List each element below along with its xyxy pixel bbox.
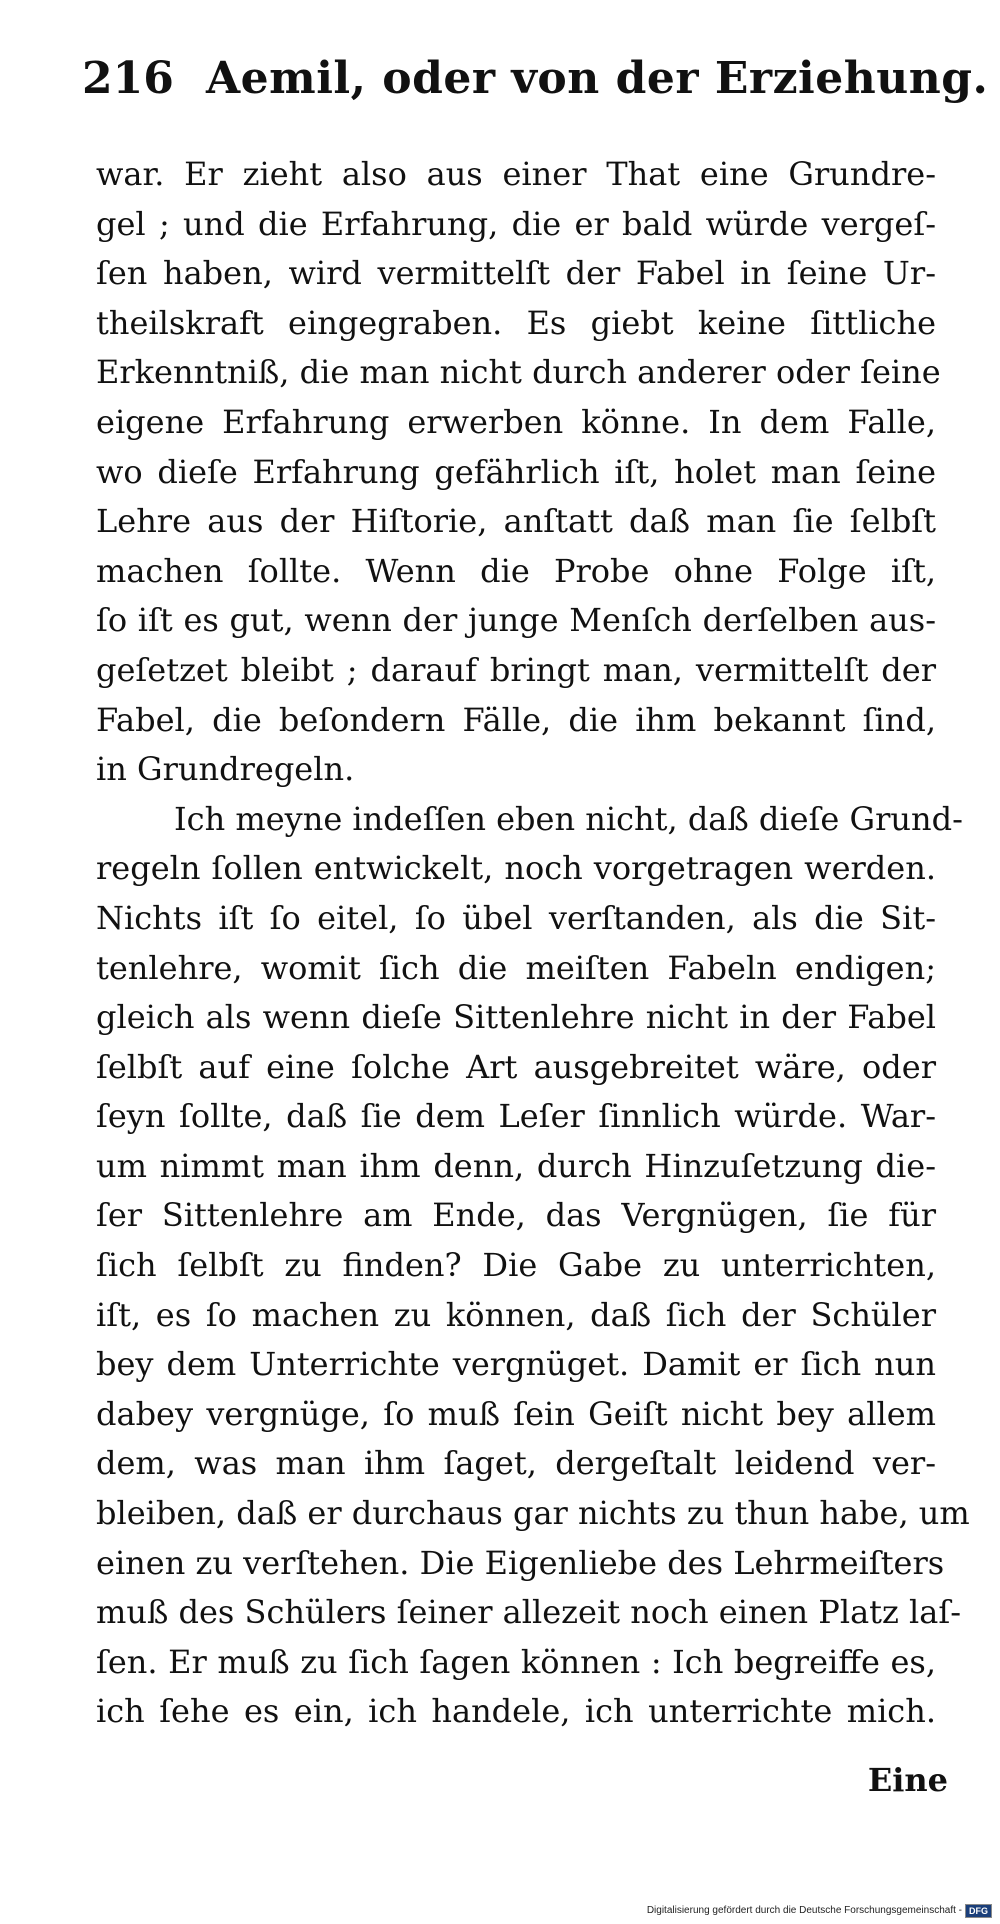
- text-line: einen zu verſtehen. Die Eigenliebe des Lehrmeiſters: [96, 1543, 945, 1582]
- text-line: Lehre aus der Hiſtorie, anſtatt daß man ſie ſelbſt: [96, 502, 936, 541]
- text-line: wo dieſe Erfahrung gefährlich iſt, holet man ſeine: [96, 452, 936, 491]
- text-line: iſt, es ſo machen zu können, daß ſich der Schüler: [96, 1295, 936, 1334]
- text-line: gel ; und die Erfahrung, die er bald würde vergeſ-: [96, 204, 936, 243]
- digitization-credit: [647, 1904, 992, 1918]
- text-line: geſetzet bleibt ; darauf bringt man, vermittelſt der: [96, 650, 936, 689]
- text-line: war. Er zieht also aus einer That eine Grundre-: [96, 155, 936, 193]
- text-line: ſo iſt es gut, wenn der junge Menſch derſelben aus-: [96, 601, 936, 640]
- text-line: ſen. Er muß zu ſich ſagen können : Ich begreiffe es,: [96, 1642, 936, 1681]
- dfg-logo-icon: DFG: [965, 1904, 992, 1918]
- text-line: in Grundregeln.: [96, 750, 355, 789]
- text-line: dabey vergnüge, ſo muß ſein Geiſt nicht bey allem: [96, 1394, 936, 1433]
- credit-text: Digitalisierung gefördert durch die Deutsche Forschungsgemeinschaft -: [646, 1905, 962, 1916]
- text-line: bey dem Unterrichte vergnüget. Damit er ſich nun: [96, 1345, 936, 1384]
- text-line: dem, was man ihm ſaget, dergeſtalt leidend ver-: [96, 1444, 936, 1483]
- page-number: 216: [82, 53, 174, 104]
- text-line: ich ſehe es ein, ich handele, ich unterrichte mich.: [96, 1692, 936, 1731]
- paragraph-start-line: Ich meyne indeſſen eben nicht, daß dieſe Grund-: [174, 799, 963, 838]
- text-line: theilskraft eingegraben. Es giebt keine ſittliche: [96, 303, 936, 342]
- text-line: ſen haben, wird vermittelſt der Fabel in ſeine Ur-: [96, 254, 936, 293]
- text-line: um nimmt man ihm denn, durch Hinzuſetzung die-: [96, 1146, 936, 1185]
- body-text: [96, 150, 970, 1737]
- text-line: machen ſollte. Wenn die Probe ohne Folge iſt,: [96, 551, 936, 590]
- text-line: regeln ſollen entwickelt, noch vorgetragen werden.: [96, 849, 936, 888]
- text-line: Nichts iſt ſo eitel, ſo übel verſtanden, als die Sit-: [96, 898, 936, 937]
- text-line: tenlehre, womit ſich die meiſten Fabeln endigen;: [96, 948, 936, 987]
- text-line: muß des Schülers ſeiner allezeit noch einen Platz laſ-: [96, 1593, 961, 1632]
- text-line: eigene Erfahrung erwerben könne. In dem Falle,: [96, 402, 936, 441]
- text-line: Fabel, die beſondern Fälle, die ihm bekannt ſind,: [96, 700, 936, 739]
- catchword: Eine: [867, 1761, 948, 1799]
- text-line: ſich ſelbſt zu finden? Die Gabe zu unterrichten,: [96, 1246, 936, 1285]
- text-line: Erkenntniß, die man nicht durch anderer oder ſeine: [96, 353, 941, 392]
- text-line: ſelbſt auf eine ſolche Art ausgebreitet wäre, oder: [96, 1047, 936, 1086]
- text-line: gleich als wenn dieſe Sittenlehre nicht in der Fabel: [96, 998, 936, 1037]
- text-line: ſeyn ſollte, daß ſie dem Leſer ſinnlich würde. War-: [96, 1097, 936, 1136]
- running-title: Aemil, oder von der Erziehung.: [206, 53, 989, 104]
- text-line: ſer Sittenlehre am Ende, das Vergnügen, ſie für: [96, 1196, 936, 1235]
- text-line: bleiben, daß er durchaus gar nichts zu thun habe, um: [96, 1494, 970, 1533]
- running-head: [82, 44, 989, 114]
